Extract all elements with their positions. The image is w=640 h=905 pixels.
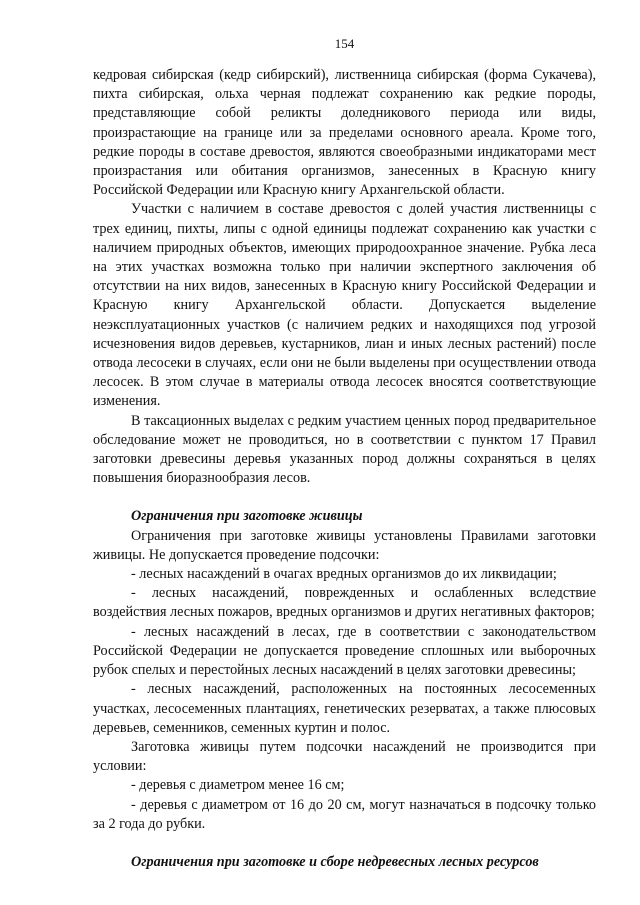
list-item: - деревья с диаметром от 16 до 20 см, могут назначаться в подсочку только за 2 года до рубки. <box>93 796 596 832</box>
paragraph-taxation-units: В таксационных выделах с редким участием ценных пород предварительное обследование может не проводиться, но в соответствии с пунктом 17 Правил заготовки древесины деревья указанных пород должны сохраняться в целях повышения биоразнообразия лесов. <box>93 412 596 487</box>
list-item: - деревья с диаметром менее 16 см; <box>131 777 345 794</box>
list-item: - лесных насаждений, поврежденных и ослабленных вследствие воздействия лесных пожаров, вредных организмов и других негативных факторов; <box>93 585 596 621</box>
document-page <box>93 36 596 872</box>
section-heading-non-timber: Ограничения при заготовке и сборе недревесных лесных ресурсов <box>131 853 539 870</box>
section-gap <box>93 834 596 853</box>
paragraph-resin-conditions: Заготовка живицы путем подсочки насаждений не производится при условии: <box>93 738 596 775</box>
list-item: - лесных насаждений в лесах, где в соответствии с законодательством Российской Федерации не допускается проведение сплошных или выборочных рубок спелых и перестойных лесных насаждений в целях заготовки древесины; <box>93 623 596 679</box>
section-gap <box>93 488 596 507</box>
list-item: - лесных насаждений в очагах вредных организмов до их ликвидации; <box>131 566 557 583</box>
paragraph-rare-species: кедровая сибирская (кедр сибирский), лиственница сибирская (форма Сукачева), пихта сибирская, ольха черная подлежат сохранению как редкие породы, представляющие собой реликты доледникового периода или виды, произрастающие на границе или за пределами основного ареала. Кроме того, редкие породы в составе древостоя, являются своеобразными индикаторами мест произрастания или обитания организмов, занесенных в Красную книгу Российской Федерации или Красную книгу Архангельской области. <box>93 67 596 199</box>
section-heading-resin: Ограничения при заготовке живицы <box>131 508 363 525</box>
paragraph-larch-plots: Участки с наличием в составе древостоя с долей участия лиственницы с трех единиц, пихты, липы с одной единицы подлежат сохранению как участки с наличием природных объектов, имеющих природоохранное значение. Рубка леса на этих участках возможна только при наличии экспертного заключения об отсутствии на них видов, занесенных в Красную книгу Российской Федерации и Красную книгу Архангельской области. Допускается выделение неэксплуатационных участков (с наличием редких и находящихся под угрозой исчезновения видов деревьев, кустарников, лиан и иных лесных растений) после отвода лесосеки в случаях, если они не были выделены при осуществлении отвода лесосек. В этом случае в материалы отвода лесосек вносятся соответствующие изменения. <box>93 201 596 410</box>
list-item: - лесных насаждений, расположенных на постоянных лесосеменных участках, лесосеменных плантациях, генетических резерватах, а также плюсовых деревьев, семенников, семенных куртин и полос. <box>93 681 596 736</box>
page-number: 154 <box>334 36 355 51</box>
paragraph-resin-intro: Ограничения при заготовке живицы установлены Правилами заготовки живицы. Не допускается проведение подсочки: <box>93 527 596 563</box>
